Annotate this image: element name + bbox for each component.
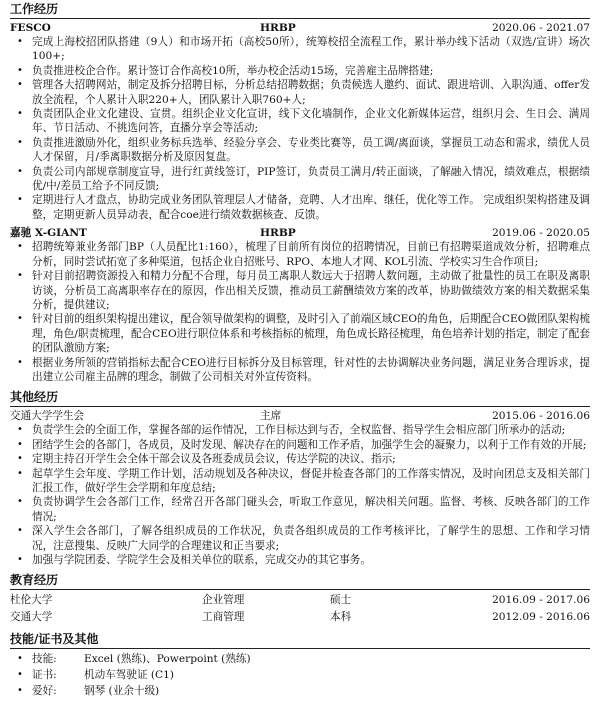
entry-bullet: • 深入学生会各部门，了解各组织成员的工作状况，负责各组织成员的工作考核评比，了解学生的思想、工作和学习情况，注意搜集、反映广大同学的合理建议和正当要求; (17, 524, 590, 553)
section-title-skills: 技能/证书及其他 (10, 632, 590, 649)
entry-bullet: • 负责协调学生会各部门工作，经常召开各部门碰头会，听取工作意见，解决相关问题。监督、考核、反映各部门的工作情况; (17, 495, 590, 524)
entry-bullet-list (10, 423, 590, 567)
entry-bullet-list (10, 35, 590, 222)
entry-date: 2020.06 - 2021.07 (492, 22, 590, 34)
education-date: 2012.09 - 2016.06 (492, 611, 590, 624)
entry-bullet: • 负责学生会的全面工作，掌握各部的运作情况，工作目标达到与否，全权监督、指导学生会相应部门所承办的活动; (17, 423, 590, 437)
section-title-other: 其他经历 (10, 390, 590, 407)
entry-bullet: • 管理各大招聘网站，制定及拆分招聘目标，分析总结招聘数据；负责候选人邀约、面试、跟进培训、入职沟通、offer发放全流程，个人累计入职220+人，团队累计入职760+人; (17, 78, 590, 107)
entry-organization: 交通大学学生会 (10, 410, 85, 423)
entry-organization: 嘉驰 X-GIANT (10, 227, 87, 240)
entry-role: HRBP (260, 227, 296, 240)
entry-date: 2015.06 - 2016.06 (492, 410, 590, 423)
skills-item-key: 证书: (32, 669, 57, 682)
entry-bullet: • 负责推进激励外化，组织业务标兵选举、经验分享会、专业类比赛等，员工调/离面谈，掌握员工动态和需求，绩优人员人才保留，月/季离职数据分析及原因复盘。 (17, 136, 590, 165)
education-row (10, 592, 590, 609)
education-school: 杜伦大学 (10, 594, 53, 607)
skills-item-key: 爱好: (32, 685, 57, 698)
entry-role: HRBP (260, 22, 296, 34)
entry-bullet: • 负责团队企业文化建设、宣贯。组织企业文化宣讲，线下文化墙制作，企业文化新媒体运营，组织月会、生日会、满周年、节日活动、不挑选问答，直播分享会等活动; (17, 107, 590, 136)
entry-bullet: • 团结学生会的各部门，各成员，及时发现、解决存在的问题和工作矛盾，加强学生会的凝聚力，以利于工作有效的开展; (17, 438, 590, 452)
education-school: 交通大学 (10, 611, 53, 624)
entry-bullet-list (10, 240, 590, 384)
entry-bullet: • 加强与学院团委、学院学生会及相关单位的联系，完成交办的其它事务。 (17, 553, 590, 567)
education-degree: 硕士 (330, 594, 352, 607)
skills-item (17, 683, 590, 699)
section-title-education: 教育经历 (10, 573, 590, 590)
education-degree: 本科 (330, 611, 352, 624)
skills-item (17, 651, 590, 667)
entry-role: 主席 (260, 410, 282, 423)
skills-item-value: 机动车驾驶证 (C1) (84, 669, 175, 682)
entry-bullet: • 针对目前招聘资源投入和精力分配不合理，每月员工离职人数远大于招聘人数问题，主动做了批量性的员工在职及离职访谈，分析员工高离职率存在的原因，作出相关反馈，推动员工薪酬绩效方案的改革，协助做绩效方案的相关数据采集分析，提供建议; (17, 269, 590, 312)
entry-bullet: • 定期主持召开学生会全体干部会议及各班委成员会议，传达学院的决议、指示; (17, 452, 590, 466)
education-major: 工商管理 (202, 611, 245, 624)
entry-bullet: • 完成上海校招团队搭建（9人）和市场开拓（高校50所），统筹校招全流程工作，累计举办线下活动（双选/宣讲）场次100+; (17, 35, 590, 64)
section-title-work: 工作经历 (10, 2, 590, 19)
entry-header (10, 226, 590, 240)
skills-item-value: Excel (熟练)、Powerpoint (熟练) (84, 653, 251, 666)
skills-item-key: 技能: (32, 653, 57, 666)
education-date: 2016.09 - 2017.06 (492, 594, 590, 607)
entry-bullet: • 根据业务所领的营销指标去配合CEO进行目标拆分及目标管理，针对性的去协调解决业务问题，满足业务合理诉求，提出建立公司雇主品牌的理念，制做了公司相关对外宣传资料。 (17, 356, 590, 385)
entry-header (10, 409, 590, 423)
skills-list (10, 651, 590, 699)
education-major: 企业管理 (202, 594, 245, 607)
skills-item-value: 钢琴 (业余十级) (84, 685, 160, 698)
entry-bullet: • 起草学生会年度、学期工作计划，活动规划及各种决议，督促并检查各部门的工作落实情况，及时向团总支及相关部门汇报工作，做好学生会学期和年度总结; (17, 467, 590, 496)
education-row (10, 609, 590, 626)
entry-bullet: • 针对目前的组织架构提出建议，配合领导做架构的调整，及时引入了前端区域CEO的角色，后期配合CEO做团队架构梳理，角色/职责梳理，配合CEO进行职位体系和考核指标的梳理，角色成长路径梳理，角色培养计划的指定，制定了配套的团队激励方案; (17, 312, 590, 355)
entry-organization: FESCO (10, 22, 51, 34)
skills-item (17, 667, 590, 683)
entry-bullet: • 定期进行人才盘点，协助完成业务团队管理层人才储备，竞聘、人才出库、继任，优化等工作。 完成组织架构搭建及调整，定期更新人员异动表，配合coe进行绩效数据核查、反馈。 (17, 193, 590, 222)
entry-bullet: • 招聘统筹兼业务部门BP（人员配比1:160），梳理了目前所有岗位的招聘情况，目前已有招聘渠道成效分析，招聘难点分析，同时尝试拓宽了多种渠道，包括企业自招账号、RPO、本地人才网、KOL引流、学校实习生合作项目; (17, 240, 590, 269)
entry-bullet: • 负责推进校企合作。累计签订合作高校10所，举办校企活动15场，完善雇主品牌搭建; (17, 64, 590, 78)
entry-date: 2019.06 - 2020.05 (492, 227, 590, 240)
entry-header (10, 21, 590, 35)
entry-bullet: • 负责公司内部规章制度宣导，进行红黄线签订，PIP签订，负责员工满月/转正面谈，了解融入情况，绩效难点，根据绩优/中/差员工给予不同反馈; (17, 165, 590, 194)
